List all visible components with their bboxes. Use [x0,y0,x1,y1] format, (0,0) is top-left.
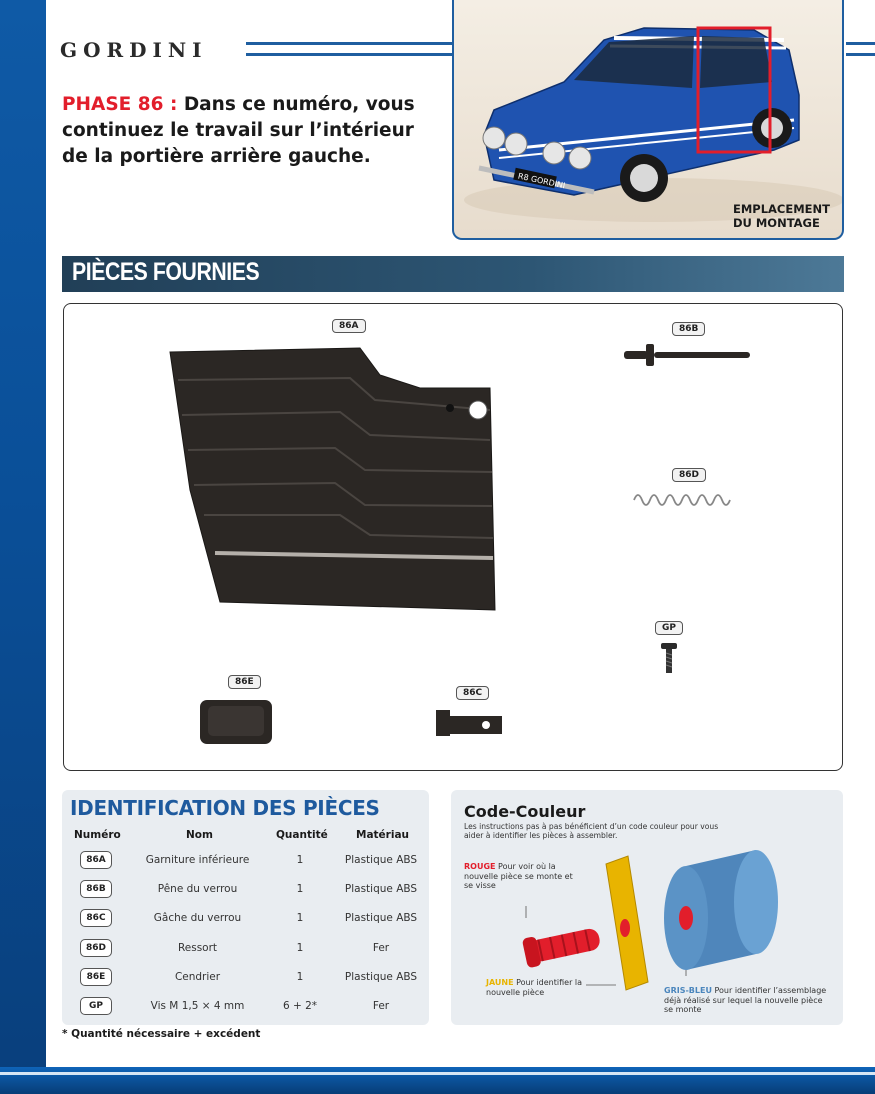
logo-rule-right [846,42,875,56]
part-86a-door-panel [160,340,510,620]
row-3-name: Gâche du verrou [153,912,242,924]
part-86c-striker [434,706,504,738]
identification-title: IDENTIFICATION DES PIÈCES [70,796,380,820]
col-header-quantite: Quantité [276,829,328,841]
row-1-name: Garniture inférieure [145,854,250,866]
logo-rule [246,42,452,56]
caption-line-1: EMPLACEMENT [732,202,830,216]
row-1-qty: 1 [296,854,304,866]
row-3-mat: Plastique ABS [344,912,418,924]
row-6-qty: 6 + 2* [282,1000,318,1012]
row-4-qty: 1 [296,942,304,954]
legend-jaune-text: Pour identifier la nouvelle pièce [486,978,583,997]
row-5-name: Cendrier [174,971,221,983]
car-photo [452,0,844,240]
row-4-name: Ressort [177,942,218,954]
row-5-num: 86E [80,968,112,986]
identification-panel [62,790,429,1025]
legend-rouge-text: Pour voir où la nouvelle pièce se monte et se visse [464,862,573,890]
legend-rouge-key: ROUGE [464,862,496,871]
legend-gris-bleu-text: Pour identifier l’assemblage déjà réalisé sur lequel la nouvelle pièce se monte [664,986,827,1014]
tag-86b: 86B [672,322,705,336]
col-header-materiau: Matériau [356,829,410,841]
col-header-numero: Numéro [74,829,121,841]
row-4-mat: Fer [372,942,390,954]
row-6-name: Vis M 1,5 × 4 mm [150,1000,245,1012]
part-86e-ashtray [196,696,276,748]
row-6-num: GP [80,997,112,1015]
row-2-qty: 1 [296,883,304,895]
tag-gp: GP [655,621,683,635]
photo-caption [733,202,830,230]
row-4-num: 86D [80,939,112,957]
part-86b-latch-bolt [624,342,752,368]
row-3-qty: 1 [296,912,304,924]
row-6-mat: Fer [372,1000,390,1012]
part-gp-screw [658,643,680,675]
row-2-name: Pêne du verrou [157,883,238,895]
row-2-mat: Plastique ABS [344,883,418,895]
phase-text: Dans ce numéro, vous continuez le travail sur l’intérieur de la portière arrière gauche. [62,94,415,167]
section-title: PIÈCES FOURNIES [72,258,260,286]
row-2-num: 86B [80,880,112,898]
code-couleur-title: Code-Couleur [464,802,586,821]
tag-86c: 86C [456,686,489,700]
row-1-num: 86A [80,851,112,869]
code-couleur-subtitle: Les instructions pas à pas bénéficient d’un code couleur pour vous aider à identifier les pièces à assembler. [464,822,719,840]
row-5-mat: Plastique ABS [344,971,418,983]
caption-line-2: DU MONTAGE [732,216,820,230]
row-5-qty: 1 [296,971,304,983]
legend-jaune-key: JAUNE [486,978,514,987]
col-header-nom: Nom [186,829,213,841]
tag-86d: 86D [672,468,706,482]
color-code-illustration [516,846,786,996]
bottom-line [0,1072,875,1075]
plate-text: R8 GORDINI [517,171,567,191]
footnote: * Quantité nécessaire + excédent [62,1028,261,1040]
tag-86e: 86E [228,675,261,689]
row-3-num: 86C [80,909,112,927]
legend-gris-bleu-key: GRIS-BLEU [664,986,712,995]
tag-86a: 86A [332,319,366,333]
row-1-mat: Plastique ABS [344,854,418,866]
phase-label: PHASE 86 : [62,94,178,115]
phase-intro [62,92,442,170]
gordini-logo: GORDINI [60,38,208,62]
part-86d-spring [632,490,732,510]
